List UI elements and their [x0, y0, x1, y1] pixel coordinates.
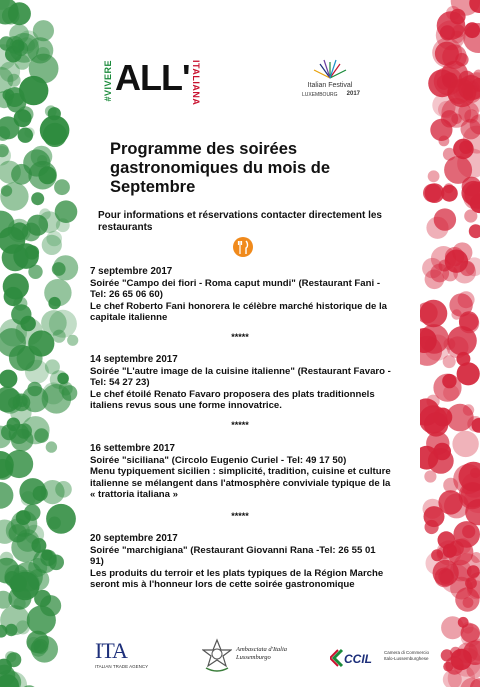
emblem-icon — [202, 638, 232, 672]
event-venue: Soirée "siciliana" (Circolo Eugenio Curiel - Tel: 49 17 50) — [90, 454, 347, 466]
ccil-logo-text: CCIL — [344, 652, 372, 666]
event-1 — [90, 266, 392, 324]
bubble — [0, 482, 13, 509]
ita-logo-text: ITA — [95, 638, 127, 663]
bubble — [431, 549, 443, 561]
bubble — [38, 166, 56, 184]
bubble — [42, 235, 62, 255]
bubble — [441, 185, 458, 202]
festival-name: Italian Festival — [307, 82, 353, 89]
event-description: Les produits du terroir et les plats typiques de la Région Marche seront mis à l'honneur lors de cette soirée gastronomique — [90, 567, 384, 590]
red-bubbles-decoration — [420, 0, 480, 687]
ita-logo — [95, 638, 195, 678]
vivere-all-italiana-logo — [103, 58, 213, 106]
event-4 — [90, 533, 392, 591]
bubble — [434, 208, 456, 230]
bubble — [427, 395, 440, 408]
bubble — [48, 107, 61, 120]
right-bubble-border — [420, 0, 480, 687]
ccil-line-2: Italo-Lussemburghese — [384, 656, 429, 661]
bubble — [55, 481, 72, 498]
event-venue: Soirée "Campo dei fiori - Roma caput mundi" (Restaurant Fani - Tel: 26 65 06 60) — [90, 277, 381, 300]
event-description: Le chef Roberto Fani honorera le célèbre marché historique de la capitale italienne — [90, 300, 387, 323]
bubble — [444, 156, 472, 184]
event-description: Menu typiquement sicilien : simplicité, tradition, cuisine et culture italienne se mélangent dans l'atmosphère conviviale typique de la « trattoria italiana » — [90, 466, 391, 500]
embassy-line-2: Lussemburgo — [236, 654, 271, 661]
bubble — [62, 385, 78, 401]
bubble — [423, 499, 443, 519]
bubble — [11, 222, 29, 240]
ccil-mark-icon — [330, 648, 344, 668]
italiana-logo-text: ITALIANA — [191, 60, 201, 106]
bubble — [48, 517, 61, 530]
italian-festival-logo — [300, 56, 360, 106]
bubble — [53, 255, 78, 280]
bubble — [443, 662, 453, 672]
bubble — [31, 636, 58, 663]
bubble — [16, 396, 28, 408]
bubble — [460, 261, 475, 276]
bubble — [458, 291, 475, 308]
event-2 — [90, 354, 392, 412]
event-date: 16 settembre 2017 — [90, 443, 175, 454]
bubble — [452, 431, 478, 457]
event-3 — [90, 443, 392, 501]
event-date: 14 septembre 2017 — [90, 354, 178, 365]
bubble — [57, 373, 69, 385]
bubble — [9, 423, 30, 444]
bubble — [428, 170, 440, 182]
bubble — [67, 335, 78, 346]
bubble — [45, 359, 60, 374]
bubble — [441, 110, 458, 127]
bubble — [459, 141, 472, 154]
bubble — [420, 300, 447, 328]
bubble — [447, 539, 473, 565]
ccil-logo — [330, 646, 440, 676]
bubble — [44, 279, 71, 306]
bubble — [433, 443, 451, 461]
bubble — [439, 260, 451, 272]
bubble — [463, 404, 474, 415]
bubble — [5, 450, 33, 478]
bubble — [444, 493, 469, 518]
bubble — [0, 370, 17, 388]
bubble — [423, 184, 442, 203]
bubble — [16, 620, 30, 634]
bubble — [18, 128, 33, 143]
bubble — [13, 243, 39, 269]
festival-year: 2017 — [346, 91, 360, 97]
bubble — [463, 597, 474, 608]
bubble — [448, 79, 476, 107]
page-title: Programme des soirées gastronomiques du mois de Septembre — [110, 140, 331, 196]
bubble — [54, 179, 70, 195]
bubble — [452, 648, 480, 677]
bubble — [28, 569, 50, 591]
bubble — [462, 525, 475, 538]
bubble — [46, 441, 57, 452]
bubble — [0, 182, 28, 210]
bubble — [456, 352, 470, 366]
bubble — [31, 146, 53, 168]
separator: ***** — [231, 420, 249, 430]
bubble — [9, 345, 35, 371]
bubble — [31, 192, 44, 205]
bubble — [0, 552, 13, 566]
event-date: 20 septembre 2017 — [90, 533, 178, 544]
fork-knife-icon — [232, 236, 254, 258]
bubble — [4, 287, 23, 306]
event-venue: Soirée "marchigiana" (Restaurant Giovanni Rana -Tel: 26 55 01 91) — [90, 544, 376, 567]
ita-subtitle: ITALIAN TRADE AGENCY — [95, 664, 149, 669]
bubble — [41, 310, 67, 336]
bubble — [424, 335, 450, 361]
embassy-line-1: Ambasciata d'Italia — [236, 646, 288, 653]
bubble — [425, 520, 439, 534]
bubble — [19, 478, 46, 505]
bubble — [15, 55, 30, 70]
bubble — [40, 595, 61, 616]
separator: ***** — [231, 511, 249, 521]
bubble — [442, 374, 456, 388]
bubble — [446, 6, 460, 20]
bubble — [14, 109, 32, 127]
bubble — [442, 44, 467, 69]
bubble — [5, 87, 25, 107]
bubble — [11, 533, 41, 563]
bubble — [462, 622, 474, 634]
festival-place: LUXEMBOURG — [302, 92, 338, 98]
bubble — [27, 382, 42, 397]
embassy-logo — [202, 638, 322, 678]
fireworks-icon — [300, 56, 360, 82]
ccil-line-1: Camera di Commercio — [384, 650, 430, 655]
bubble — [469, 224, 480, 238]
left-bubble-border — [0, 0, 80, 687]
separator: ***** — [231, 332, 249, 342]
all-logo-text: ALL' — [115, 57, 190, 98]
bubble — [27, 37, 53, 63]
green-bubbles-decoration — [0, 0, 80, 687]
event-date: 7 septembre 2017 — [90, 266, 173, 277]
info-text: Pour informations et réservations contacter directement les restaurants — [98, 210, 382, 233]
bubble — [5, 624, 17, 636]
bubble — [56, 218, 70, 232]
vivere-logo-text: #VIVERE — [103, 60, 113, 102]
bubble — [16, 318, 43, 345]
event-description: Le chef étoilé Renato Favaro proposera des plats traditionnels italiens revus sous une forme innovatrice. — [90, 388, 375, 411]
event-venue: Soirée "L'autre image de la cuisine italienne" (Restaurant Favaro - Tel: 54 27 23) — [90, 365, 391, 388]
